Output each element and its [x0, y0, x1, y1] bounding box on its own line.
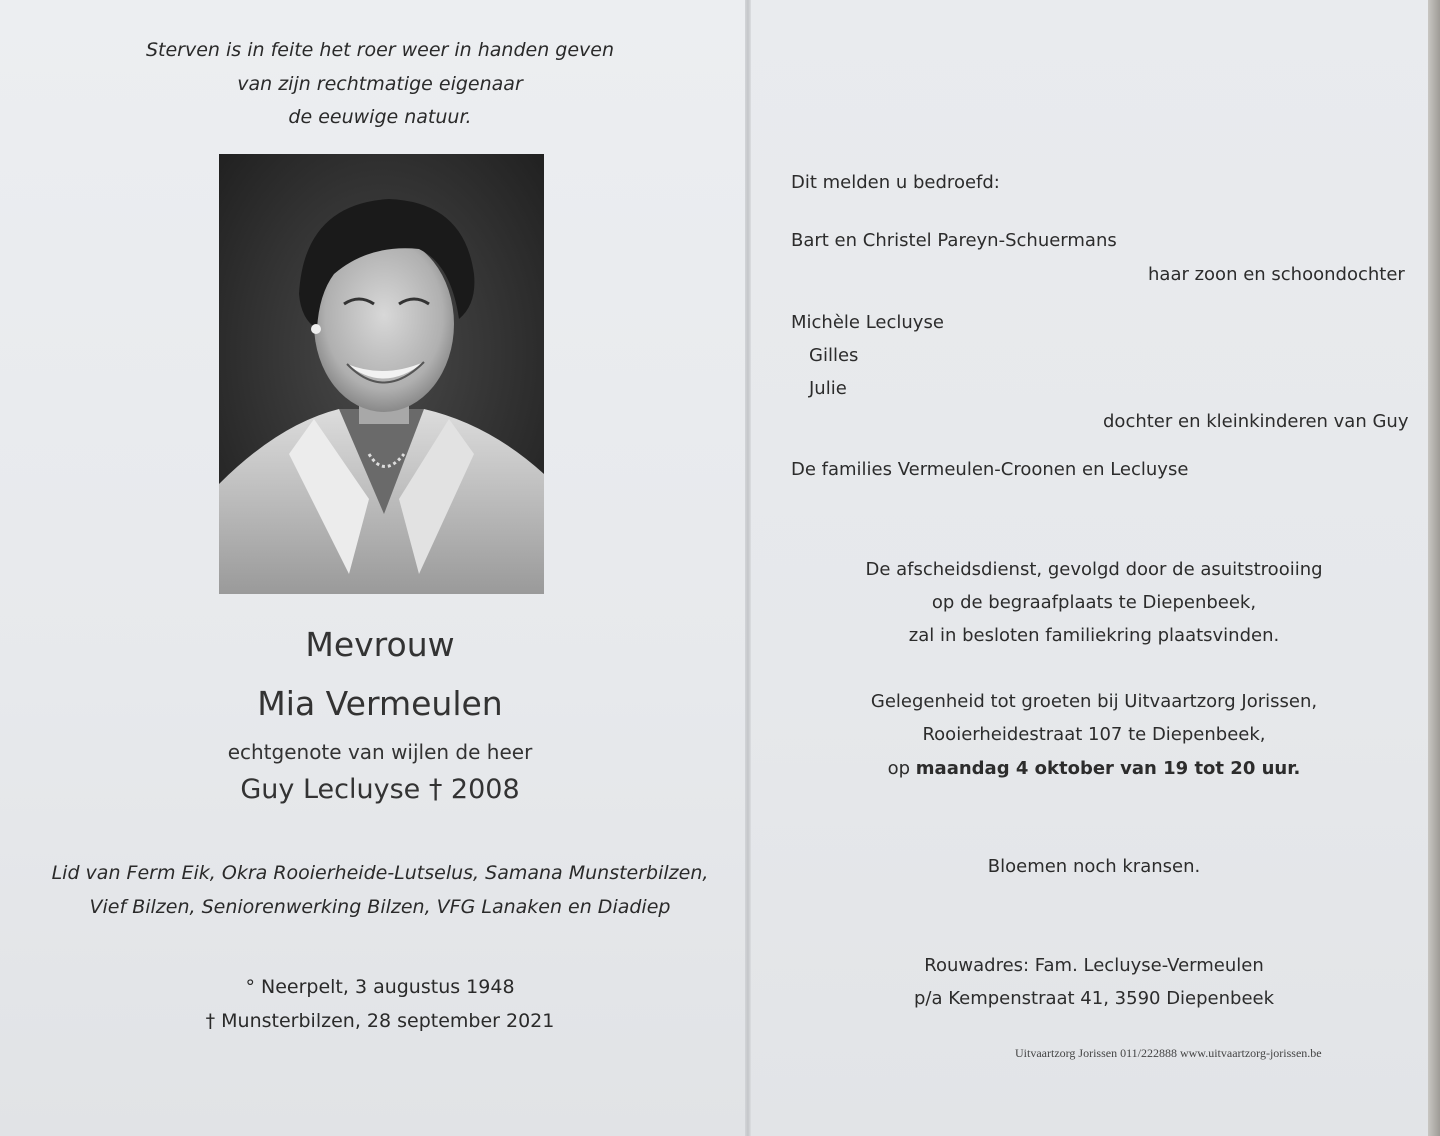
- poem-line-2: van zijn rechtmatige eigenaar: [237, 73, 523, 95]
- deceased-name: Mia Vermeulen: [257, 684, 503, 723]
- card-edge: [1428, 0, 1440, 1136]
- son-names: Bart en Christel Pareyn-Schuermans: [791, 230, 1117, 251]
- title-mevrouw: Mevrouw: [305, 625, 455, 664]
- birth-info: ° Neerpelt, 3 augustus 1948: [245, 976, 515, 998]
- spouse-name-line: [180, 774, 580, 805]
- visit-time-line: [800, 752, 1388, 785]
- daughter-relation: dochter en kleinkinderen van Guy: [1103, 411, 1409, 432]
- membership-line-1: Lid van Ferm Eik, Okra Rooierheide-Lutselus, Samana Munsterbilzen,: [51, 862, 709, 884]
- funeral-home-footer: Uitvaartzorg Jorissen 011/222888 www.uitvaartzorg-jorissen.be: [1015, 1046, 1322, 1060]
- visit-prefix: op: [887, 758, 911, 779]
- son-relation: haar zoon en schoondochter: [1148, 264, 1405, 285]
- intro-text: Dit melden u bedroefd:: [791, 172, 1000, 193]
- poem-line-1: Sterven is in feite het roer weer in handen geven: [145, 39, 615, 61]
- poem-line-3: de eeuwige natuur.: [288, 106, 472, 128]
- address-line-2: p/a Kempenstraat 41, 3590 Diepenbeek: [913, 988, 1275, 1009]
- membership-line-2: Vief Bilzen, Seniorenwerking Bilzen, VFG Lanaken en Diadiep: [89, 896, 671, 918]
- portrait-photo: [219, 154, 544, 594]
- spouse-line: echtgenote van wijlen de heer: [227, 740, 533, 764]
- service-line-2: op de begraafplaats te Diepenbeek,: [931, 592, 1257, 613]
- death-info: † Munsterbilzen, 28 september 2021: [205, 1010, 555, 1032]
- grandchild-1: Gilles: [809, 345, 859, 366]
- spouse-name: Guy Lecluyse: [240, 774, 421, 805]
- portrait-image: [219, 154, 544, 594]
- grandchild-2: Julie: [809, 378, 847, 399]
- service-line-3: zal in besloten familiekring plaatsvinden.: [908, 625, 1280, 646]
- address-line-1: Rouwadres: Fam. Lecluyse-Vermeulen: [924, 955, 1264, 976]
- visit-line-2: Rooierheidestraat 107 te Diepenbeek,: [922, 724, 1266, 745]
- visit-time: maandag 4 oktober van 19 tot 20 uur.: [915, 758, 1301, 779]
- spouse-death: † 2008: [428, 774, 520, 805]
- visit-line-1: Gelegenheid tot groeten bij Uitvaartzorg Jorissen,: [870, 691, 1318, 712]
- service-line-1: De afscheidsdienst, gevolgd door de asuitstrooiing: [865, 559, 1323, 580]
- families-line: De families Vermeulen-Croonen en Lecluyse: [791, 459, 1189, 480]
- flowers-note: Bloemen noch kransen.: [987, 856, 1201, 877]
- daughter-name: Michèle Lecluyse: [791, 312, 944, 333]
